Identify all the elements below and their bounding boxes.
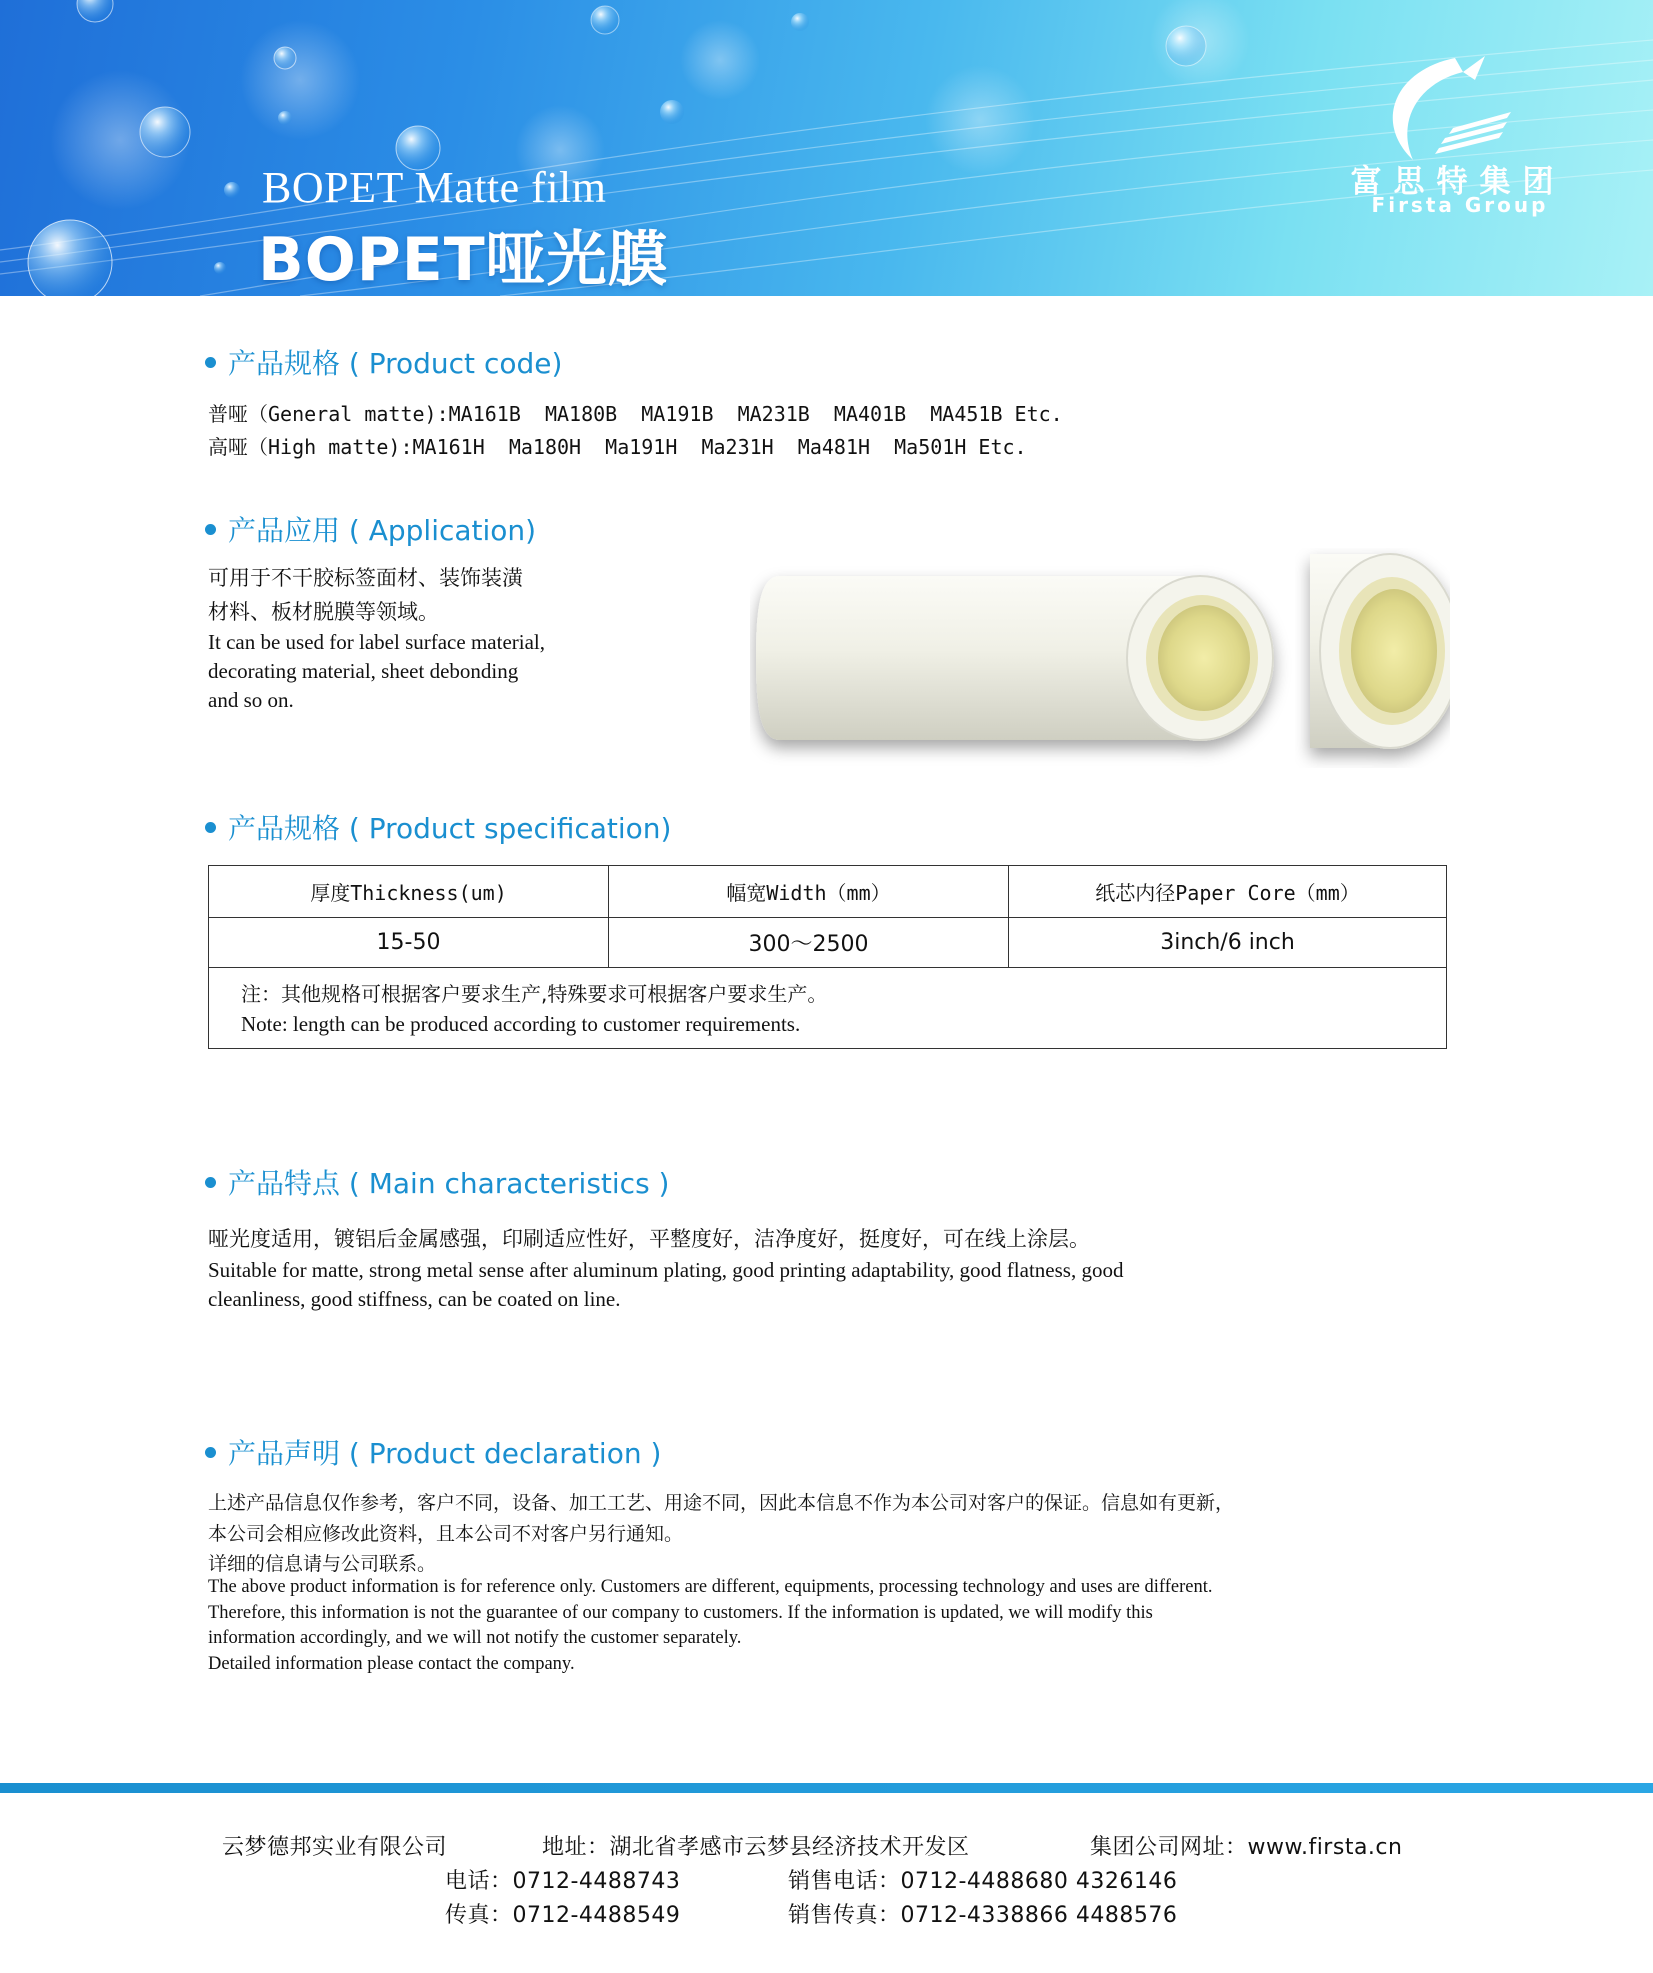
table-header-cell: 纸芯内径Paper Core（mm） — [1009, 866, 1447, 918]
declaration-en-line: Detailed information please contact the company. — [208, 1654, 575, 1674]
banner-title-cn: BOPET哑光膜 — [258, 225, 669, 295]
application-en-line: decorating material, sheet debonding — [208, 659, 519, 683]
logo-text-en: Firsta Group — [1371, 193, 1549, 217]
product-code-general: 普哑（General matte):MA161B MA180B MA191B MA231B MA401B MA451B Etc. — [208, 402, 1063, 426]
header-banner — [0, 0, 1653, 296]
declaration-en-line: The above product information is for reference only. Customers are different, equipments, processing technology and uses are different. — [208, 1577, 1213, 1597]
bullet-dot-icon — [205, 357, 216, 368]
application-en-line: and so on. — [208, 688, 294, 712]
declaration-cn-line: 上述产品信息仅作参考，客户不同，设备、加工工艺、用途不同，因此本信息不作为本公司对客户的保证。信息如有更新， — [208, 1492, 1235, 1514]
declaration-cn-line: 本公司会相应修改此资料，且本公司不对客户另行通知。 — [208, 1523, 684, 1545]
declaration-cn-line: 详细的信息请与公司联系。 — [208, 1553, 437, 1575]
table-cell: 300～2500 — [609, 918, 1009, 968]
footer-sales-fax: 销售传真：0712-4338866 4488576 — [788, 1903, 1178, 1928]
footer-company: 云梦德邦实业有限公司 — [222, 1835, 448, 1860]
section-heading-application: 产品应用 ( Application) — [205, 509, 536, 549]
table-header-row — [209, 866, 1447, 918]
characteristics-en-line: Suitable for matte, strong metal sense after aluminum plating, good printing adaptability, good flatness, good — [208, 1258, 1124, 1282]
table-row — [209, 918, 1447, 968]
bullet-dot-icon — [205, 1447, 216, 1458]
section-heading-specification: 产品规格 ( Product specification) — [205, 807, 671, 847]
footer-phone: 电话：0712-4488743 — [445, 1869, 681, 1894]
declaration-en-line: Therefore, this information is not the guarantee of our company to customers. If the information is updated, we will modify this — [208, 1603, 1153, 1623]
application-en-line: It can be used for label surface material, — [208, 630, 545, 654]
section-heading-declaration: 产品声明 ( Product declaration ) — [205, 1432, 661, 1472]
declaration-en-line: information accordingly, and we will not notify the customer separately. — [208, 1628, 742, 1648]
section-heading-product-code: 产品规格 ( Product code) — [205, 342, 562, 382]
table-cell: 15-50 — [209, 918, 609, 968]
table-note-cell — [209, 968, 1447, 1049]
specification-table — [208, 865, 1447, 1049]
note-cn: 注：其他规格可根据客户要求生产,特殊要求可根据客户要求生产。 — [241, 982, 828, 1006]
footer-address: 地址：湖北省孝感市云梦县经济技术开发区 — [542, 1835, 970, 1860]
note-en: Note: length can be produced according to customer requirements. — [241, 1012, 801, 1036]
footer-divider — [0, 1783, 1653, 1793]
table-cell: 3inch/6 inch — [1009, 918, 1447, 968]
footer-fax: 传真：0712-4488549 — [445, 1903, 681, 1928]
table-note-row — [209, 968, 1447, 1049]
banner-title-en: BOPET Matte film — [262, 163, 607, 212]
footer-sales-phone: 销售电话：0712-4488680 4326146 — [788, 1869, 1178, 1894]
application-cn-line: 材料、板材脱膜等领域。 — [208, 600, 439, 624]
application-cn-line: 可用于不干胶标签面材、装饰装潢 — [208, 566, 523, 590]
table-header-cell: 幅宽Width（mm） — [609, 866, 1009, 918]
bullet-dot-icon — [205, 524, 216, 535]
characteristics-en-line: cleanliness, good stiffness, can be coated on line. — [208, 1287, 621, 1311]
section-heading-characteristics: 产品特点 ( Main characteristics ) — [205, 1162, 669, 1202]
logo-text-cn: 富思特集团 — [1350, 164, 1566, 200]
table-header-cell: 厚度Thickness(um) — [209, 866, 609, 918]
bullet-dot-icon — [205, 1177, 216, 1188]
footer-website[interactable]: 集团公司网址：www.firsta.cn — [1090, 1835, 1403, 1860]
bullet-dot-icon — [205, 822, 216, 833]
product-code-high: 高哑（High matte):MA161H Ma180H Ma191H Ma231H Ma481H Ma501H Etc. — [208, 435, 1027, 459]
film-rolls-image — [750, 548, 1450, 768]
characteristics-cn: 哑光度适用，镀铝后金属感强，印刷适应性好，平整度好，洁净度好，挺度好，可在线上涂层。 — [208, 1227, 1090, 1251]
